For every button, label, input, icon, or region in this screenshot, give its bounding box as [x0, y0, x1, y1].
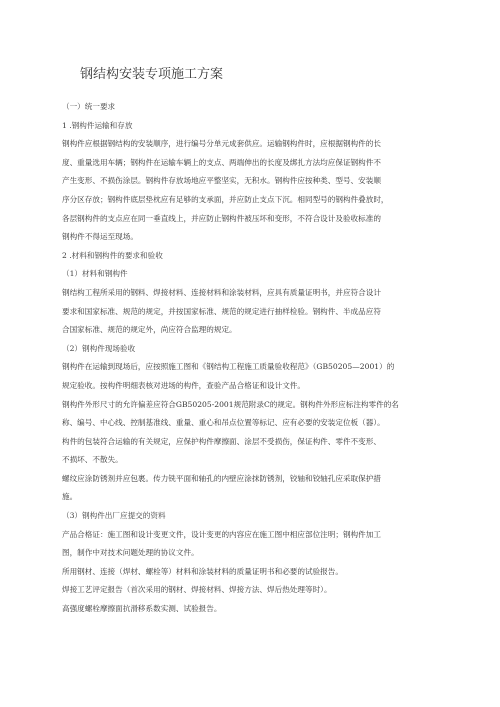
paragraph-line: 序分区存放；钢构件底层垫枕应有足够的支承面，并应防止支点下沉。相同型号的钢构件叠放时，: [62, 194, 389, 204]
paragraph-line: 要求和国家标准、规范的规定，并按国家标准、规范的规定进行抽样检验。钢构件、半成品应符: [62, 306, 381, 316]
paragraph-line: 钢构件不得运至现场。: [62, 232, 138, 242]
document-body: [62, 98, 440, 619]
paragraph-line: 图，制作中对技术问题处理的协议文件。: [62, 548, 199, 558]
paragraph-line: 所用钢材、连接（焊材、螺栓等）材料和涂装材料的质量证明书和必要的试验报告。: [62, 566, 343, 576]
paragraph-line: 合国家标准、规范的规定外，尚应符合监理的规定。: [62, 325, 237, 335]
paragraph-line: 各层钢构件的支点应在同一垂直线上，并应防止钢构件被压坏和变形，不符合设计及验收标准的: [62, 213, 381, 223]
subsection-heading: 1 .钢构件运输和存放: [62, 120, 133, 130]
paragraph-line: 钢结构工程所采用的钢料、焊接材料、连接材料和涂装材料，应具有质量证明书，并应符合设计: [62, 287, 381, 297]
subsection-heading: 2 .材料和钢构件的要求和验收: [62, 250, 163, 260]
document-title: 钢结构安装专项施工方案: [80, 67, 224, 82]
paragraph-line: 产品合格证：施工图和设计变更文件，设计变更的内容应在施工图中相应部位注明；钢构件加工: [62, 529, 381, 539]
paragraph-line: 钢构件应根据钢结构的安装顺序，进行编号分单元成套供应。运输钢构件时，应根据钢构件的长: [62, 139, 381, 149]
paragraph-line: 规定验收。按构件明细表核对进场的构件，查验产品合格证和设计文件。: [62, 380, 305, 390]
paragraph-line: 钢构件在运输到现场后，应按照施工图和《钢结构工程施工质量验收程范》（GB50205—2001）的: [62, 362, 395, 372]
paragraph-line: 产生变形、不损伤涂层。钢构件存放场地应平整坚实，无积水。钢构件应按种类、型号、安装顺: [62, 176, 381, 186]
paragraph-line: 构件的包装符合运输的有关规定，应保护构件摩擦面、涂层不受损伤，保证构件、零件不变形、: [62, 436, 381, 446]
paragraph-line: 不损坏、不散失。: [62, 455, 123, 465]
paragraph-line: 钢构件外形尺寸的允许偏差应符合GB50205-2001规范附录C的规定。钢构件外形应标注构零件的名: [62, 399, 399, 409]
paragraph-line: 施。: [62, 492, 78, 502]
item-heading: （2）钢构件现场验收: [62, 343, 136, 353]
paragraph-line: 称、编号、中心线、控制基准线、重量、重心和吊点位置等标记、应有必要的安装定位板（器）。: [62, 418, 385, 428]
item-heading: （1）材料和钢构件: [62, 269, 128, 279]
paragraph-line: 度、重量选用车辆；钢构件在运输车辆上的支点、两端伸出的长度及绑扎方法均应保证钢构件不: [62, 157, 381, 167]
paragraph-line: 螺纹应涂防锈剂并应包裹。传力铣平面和轴孔的内壁应涂抹防锈剂，铰轴和铰轴孔应采取保护措: [62, 473, 381, 483]
paragraph-line: 焊接工艺评定报告（首次采用的钢材、焊接材料、焊接方法、焊后热处理等时）。: [62, 585, 332, 595]
section-heading: （一）统一要求: [62, 102, 116, 111]
item-heading: （3）钢构件出厂应提交的资料: [62, 511, 166, 521]
paragraph-line: 高强度螺栓摩擦面抗滑移系数实测、试验报告。: [62, 604, 222, 614]
